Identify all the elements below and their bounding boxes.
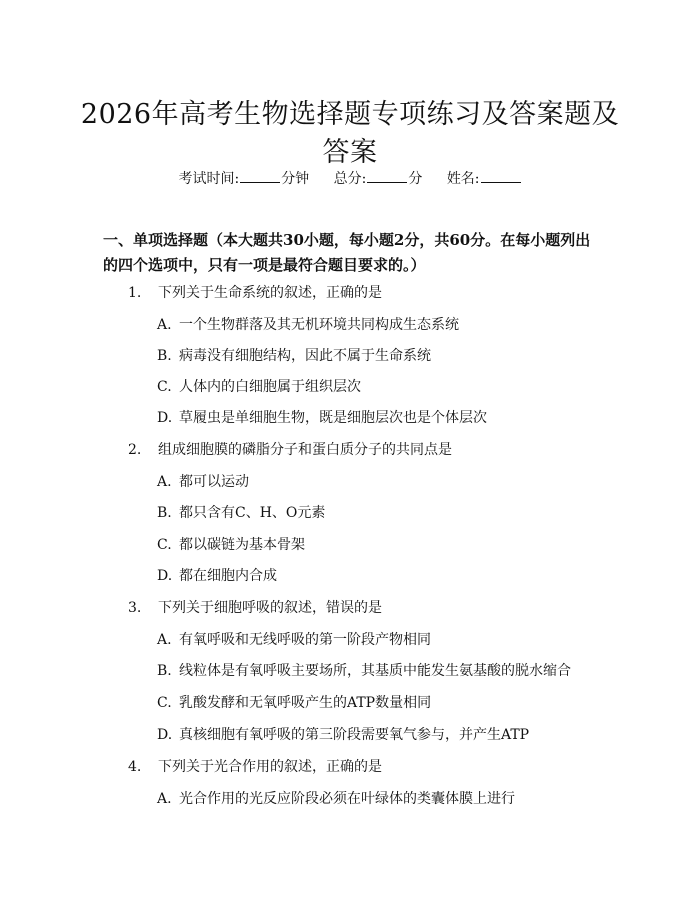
option-letter: A. [157, 791, 172, 807]
option-letter: C. [157, 537, 172, 553]
option-2a[interactable] [157, 472, 249, 492]
option-text: 乳酸发酵和无氧呼吸产生的ATP数量相同 [179, 695, 432, 711]
option-text: 一个生物群落及其无机环境共同构成生态系统 [179, 317, 459, 333]
question-number: 3. [128, 600, 142, 616]
option-text: 都以碳链为基本骨架 [179, 537, 305, 553]
student-name-field [447, 168, 522, 189]
question-text: 下列关于细胞呼吸的叙述，错误的是 [158, 600, 382, 616]
option-letter: D. [157, 727, 173, 743]
total-score-blank[interactable] [367, 168, 407, 183]
option-1d[interactable] [157, 408, 487, 428]
option-letter: C. [157, 379, 172, 395]
option-text: 都在细胞内合成 [179, 568, 277, 584]
option-text: 真核细胞有氧呼吸的第三阶段需要氧气参与，并产生ATP [179, 727, 530, 743]
option-letter: D. [157, 410, 173, 426]
option-3c[interactable] [157, 693, 431, 713]
question-number: 4. [128, 759, 142, 775]
option-3b[interactable] [157, 661, 571, 681]
exam-time-field [178, 168, 309, 189]
exam-time-unit: 分钟 [281, 171, 310, 187]
exam-info-line [0, 168, 700, 189]
option-text: 都只含有C、H、O元素 [179, 505, 326, 521]
option-letter: B. [157, 348, 172, 364]
option-letter: A. [157, 474, 172, 490]
exam-time-blank[interactable] [240, 168, 280, 183]
option-4a[interactable] [157, 789, 515, 809]
option-text: 都可以运动 [179, 474, 249, 490]
question-4 [128, 757, 382, 777]
option-letter: A. [157, 632, 172, 648]
option-2b[interactable] [157, 503, 325, 523]
option-1b[interactable] [157, 346, 431, 366]
option-text: 有氧呼吸和无线呼吸的第一阶段产物相同 [179, 632, 431, 648]
question-number: 2. [128, 442, 142, 458]
option-3a[interactable] [157, 630, 431, 650]
document-title: 2026年高考生物选择题专项练习及答案题及答案 [80, 99, 620, 169]
option-text: 线粒体是有氧呼吸主要场所，其基质中能发生氨基酸的脱水缩合 [179, 663, 571, 679]
section-heading: 一、单项选择题（本大题共30小题，每小题2分，共60分。在每小题列出的四个选项中，只有一项是最符合题目要求的。） [103, 231, 591, 274]
total-score-unit: 分 [408, 171, 423, 187]
option-1c[interactable] [157, 377, 361, 397]
student-name-label: 姓名: [446, 171, 480, 187]
total-score-field [334, 168, 423, 189]
option-2c[interactable] [157, 535, 305, 555]
option-letter: A. [157, 317, 172, 333]
option-letter: C. [157, 695, 172, 711]
option-text: 人体内的白细胞属于组织层次 [179, 379, 361, 395]
question-text: 组成细胞膜的磷脂分子和蛋白质分子的共同点是 [158, 442, 452, 458]
question-text: 下列关于光合作用的叙述，正确的是 [158, 759, 382, 775]
student-name-blank[interactable] [481, 168, 521, 183]
option-2d[interactable] [157, 566, 277, 586]
option-letter: D. [157, 568, 173, 584]
option-letter: B. [157, 505, 172, 521]
question-1 [128, 283, 382, 303]
option-text: 草履虫是单细胞生物，既是细胞层次也是个体层次 [179, 410, 487, 426]
option-text: 光合作用的光反应阶段必须在叶绿体的类囊体膜上进行 [179, 791, 515, 807]
total-score-label: 总分: [333, 171, 367, 187]
option-letter: B. [157, 663, 172, 679]
question-3 [128, 598, 382, 618]
option-3d[interactable] [157, 725, 529, 745]
question-2 [128, 440, 452, 460]
question-number: 1. [128, 285, 142, 301]
option-1a[interactable] [157, 315, 459, 335]
question-text: 下列关于生命系统的叙述，正确的是 [158, 285, 382, 301]
exam-time-label: 考试时间: [178, 171, 240, 187]
option-text: 病毒没有细胞结构，因此不属于生命系统 [179, 348, 431, 364]
